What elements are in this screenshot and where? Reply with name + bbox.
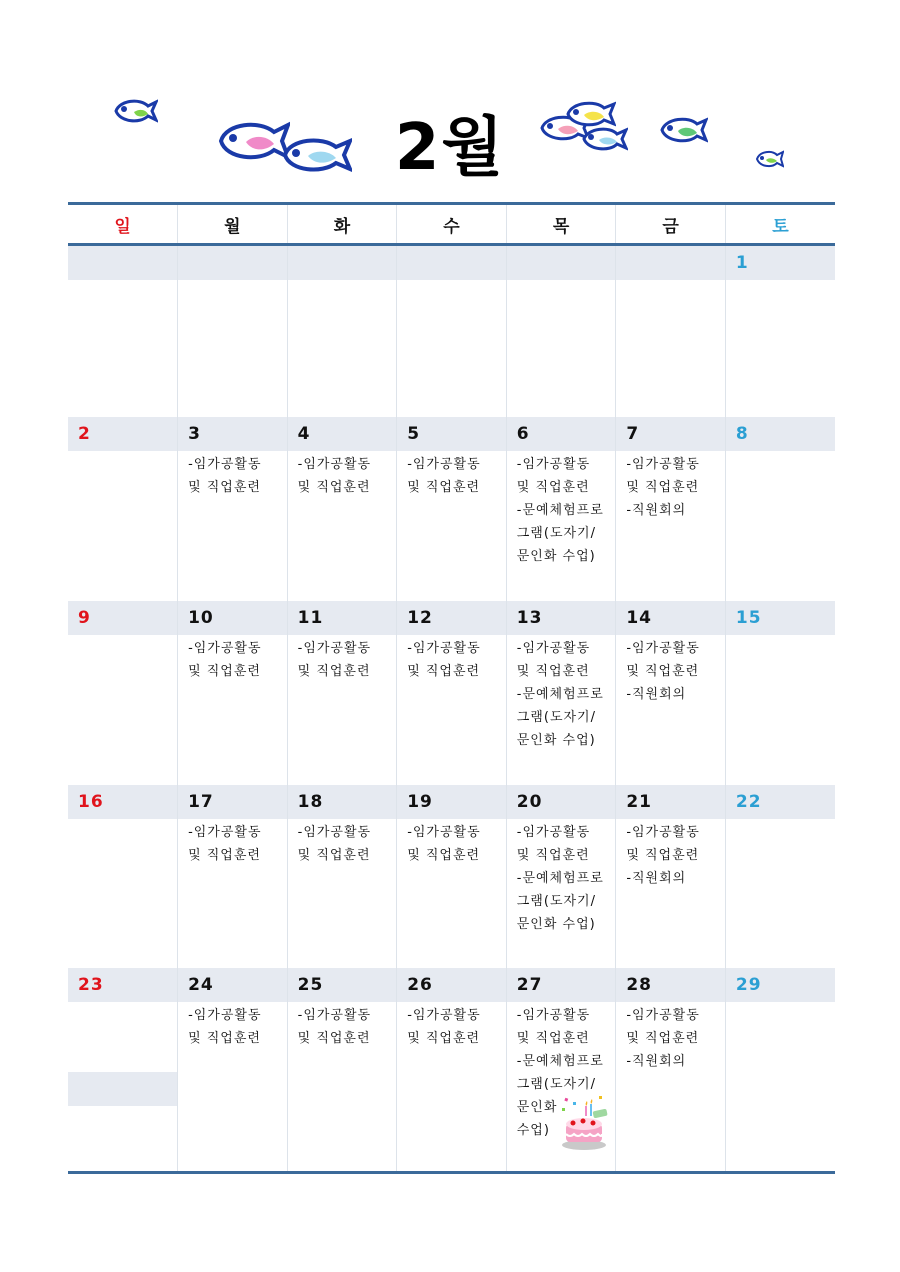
- day-number: 28: [616, 968, 725, 1002]
- day-cell: [506, 785, 616, 968]
- week-row: [68, 417, 835, 601]
- day-cell: [616, 601, 726, 785]
- day-number: 26: [397, 968, 506, 1002]
- calendar-table: [68, 202, 835, 1174]
- day-number: 16: [68, 785, 177, 819]
- day-number: 24: [178, 968, 287, 1002]
- event-text: 및 직업훈련: [297, 663, 371, 679]
- event-list: [616, 1002, 725, 1073]
- event-text: 및 직업훈련: [516, 479, 590, 495]
- event-list: [288, 451, 397, 499]
- event-text: 및 직업훈련: [626, 1030, 700, 1046]
- day-cell: [616, 417, 726, 601]
- fish-icon: [114, 98, 158, 124]
- day-cell-empty: [287, 245, 397, 417]
- event-list: [288, 819, 397, 867]
- event-text: -임가공활동: [188, 1007, 262, 1023]
- event-list: [616, 451, 725, 522]
- event-list: [397, 1002, 506, 1050]
- event-list: [178, 819, 287, 867]
- event-text: 문인화: [516, 1099, 558, 1115]
- day-cell-empty: [506, 245, 616, 417]
- day-cell: [616, 968, 726, 1173]
- event-text: -직원회의: [626, 870, 687, 886]
- event-text: 및 직업훈련: [188, 479, 261, 495]
- day-cell: [397, 785, 507, 968]
- event-list: [288, 635, 397, 683]
- event-text: -임가공활동: [516, 824, 591, 840]
- event-text: 문인화 수업): [516, 916, 596, 932]
- event-text: 그램(도자기/: [516, 893, 596, 909]
- day-cell-empty: [68, 245, 178, 417]
- day-number: 21: [616, 785, 725, 819]
- event-text: 및 직업훈련: [297, 479, 371, 495]
- day-number: 18: [288, 785, 397, 819]
- event-text: 수업): [516, 1122, 550, 1138]
- weekday-tuesday: 화: [287, 204, 397, 245]
- event-list: [507, 635, 616, 752]
- day-number: 1: [726, 246, 835, 280]
- event-text: 및 직업훈련: [188, 1030, 261, 1046]
- day-number: 17: [178, 785, 287, 819]
- event-text: -임가공활동: [297, 1007, 372, 1023]
- day-number: 10: [178, 601, 287, 635]
- event-text: -임가공활동: [407, 640, 481, 656]
- day-cell: [68, 785, 178, 968]
- day-cell: [287, 785, 397, 968]
- event-text: -문예체험프로: [516, 502, 604, 518]
- day-number: 15: [726, 601, 835, 635]
- fish-icon: [660, 116, 708, 144]
- event-text: 및 직업훈련: [516, 1030, 590, 1046]
- weekday-header: [68, 204, 835, 245]
- event-text: 및 직업훈련: [188, 847, 261, 863]
- event-list: [397, 451, 506, 499]
- day-cell: [178, 601, 288, 785]
- day-number: 14: [616, 601, 725, 635]
- day-number: 19: [397, 785, 506, 819]
- event-text: -임가공활동: [188, 456, 262, 472]
- event-list: [178, 1002, 287, 1050]
- event-text: -문예체험프로: [516, 1053, 604, 1069]
- weekday-saturday: 토: [725, 204, 835, 245]
- event-text: -임가공활동: [297, 456, 372, 472]
- event-text: -임가공활동: [626, 1007, 700, 1023]
- event-text: -직원회의: [626, 1053, 687, 1069]
- event-text: -임가공활동: [297, 640, 372, 656]
- shaded-band: [68, 1072, 177, 1106]
- event-text: -임가공활동: [626, 456, 700, 472]
- event-text: -임가공활동: [188, 640, 262, 656]
- day-number: 29: [726, 968, 835, 1002]
- event-text: -문예체험프로: [516, 686, 604, 702]
- event-text: 및 직업훈련: [297, 847, 371, 863]
- fish-icon: [756, 150, 784, 168]
- day-number: 9: [68, 601, 177, 635]
- event-text: -임가공활동: [407, 1007, 481, 1023]
- event-text: 및 직업훈련: [407, 663, 481, 679]
- event-text: -임가공활동: [407, 824, 481, 840]
- event-text: 및 직업훈련: [626, 663, 700, 679]
- event-text: 및 직업훈련: [516, 847, 590, 863]
- day-number: 22: [726, 785, 835, 819]
- day-cell: [68, 417, 178, 601]
- day-cell: [397, 968, 507, 1173]
- day-cell: [287, 417, 397, 601]
- event-text: -임가공활동: [516, 640, 591, 656]
- event-text: 및 직업훈련: [626, 479, 700, 495]
- day-cell: [397, 417, 507, 601]
- day-number: 6: [507, 417, 616, 451]
- event-list: [397, 819, 506, 867]
- day-cell: [725, 785, 835, 968]
- day-number: 12: [397, 601, 506, 635]
- event-list: [507, 819, 616, 936]
- weekday-wednesday: 수: [397, 204, 507, 245]
- week-row: [68, 968, 835, 1173]
- event-list: [397, 635, 506, 683]
- day-number: 23: [68, 968, 177, 1002]
- day-cell: [287, 968, 397, 1173]
- day-cell-empty: [616, 245, 726, 417]
- day-cell: [506, 968, 616, 1173]
- event-text: -임가공활동: [188, 824, 262, 840]
- fish-icon: [582, 126, 628, 152]
- fish-icon: [282, 136, 352, 174]
- event-list: [288, 1002, 397, 1050]
- page-title: 2월: [394, 111, 506, 185]
- day-cell: [68, 601, 178, 785]
- day-number: 5: [397, 417, 506, 451]
- event-text: -임가공활동: [516, 456, 591, 472]
- event-text: -임가공활동: [407, 456, 481, 472]
- event-text: 및 직업훈련: [626, 847, 700, 863]
- week-row: [68, 601, 835, 785]
- event-list: [616, 635, 725, 706]
- event-text: 그램(도자기/: [516, 525, 596, 541]
- weekday-monday: 월: [178, 204, 288, 245]
- day-cell: [616, 785, 726, 968]
- day-number: 25: [288, 968, 397, 1002]
- event-text: -임가공활동: [516, 1007, 591, 1023]
- day-cell: [68, 968, 178, 1173]
- event-list: [616, 819, 725, 890]
- event-text: 및 직업훈련: [516, 663, 590, 679]
- day-number: 3: [178, 417, 287, 451]
- event-text: 및 직업훈련: [188, 663, 261, 679]
- fish-icon: [218, 120, 290, 162]
- day-number: 20: [507, 785, 616, 819]
- event-text: -직원회의: [626, 502, 687, 518]
- day-cell: [178, 417, 288, 601]
- day-cell: [725, 601, 835, 785]
- week-row: [68, 785, 835, 968]
- day-number: 4: [288, 417, 397, 451]
- event-text: -직원회의: [626, 686, 687, 702]
- event-text: -임가공활동: [297, 824, 372, 840]
- day-cell: [178, 968, 288, 1173]
- day-cell-empty: [178, 245, 288, 417]
- event-text: -임가공활동: [626, 824, 700, 840]
- day-number: 11: [288, 601, 397, 635]
- day-number: 13: [507, 601, 616, 635]
- birthday-cake-icon: [559, 1094, 609, 1152]
- event-text: -문예체험프로: [516, 870, 604, 886]
- day-number: 8: [726, 417, 835, 451]
- event-text: 및 직업훈련: [297, 1030, 371, 1046]
- day-cell: [397, 601, 507, 785]
- day-cell: [178, 785, 288, 968]
- day-cell: [506, 601, 616, 785]
- week-row: [68, 245, 835, 417]
- day-number: 2: [68, 417, 177, 451]
- fish-icon: [566, 100, 616, 128]
- event-text: 및 직업훈련: [407, 847, 481, 863]
- weekday-thursday: 목: [506, 204, 616, 245]
- event-list: [178, 635, 287, 683]
- day-cell: [506, 417, 616, 601]
- event-text: 그램(도자기/: [516, 709, 596, 725]
- weekday-friday: 금: [616, 204, 726, 245]
- event-text: 그램(도자기/: [516, 1076, 596, 1092]
- event-list: [178, 451, 287, 499]
- weekday-sunday: 일: [68, 204, 178, 245]
- event-text: 및 직업훈련: [407, 1030, 481, 1046]
- event-text: 문인화 수업): [516, 732, 596, 748]
- day-cell: [725, 968, 835, 1173]
- day-cell: [287, 601, 397, 785]
- event-text: -임가공활동: [626, 640, 700, 656]
- day-number: 7: [616, 417, 725, 451]
- event-text: 및 직업훈련: [407, 479, 481, 495]
- day-number: 27: [507, 968, 616, 1002]
- day-cell: [725, 417, 835, 601]
- day-cell-empty: [397, 245, 507, 417]
- day-cell: [725, 245, 835, 417]
- event-list: [507, 451, 616, 568]
- event-text: 문인화 수업): [516, 548, 596, 564]
